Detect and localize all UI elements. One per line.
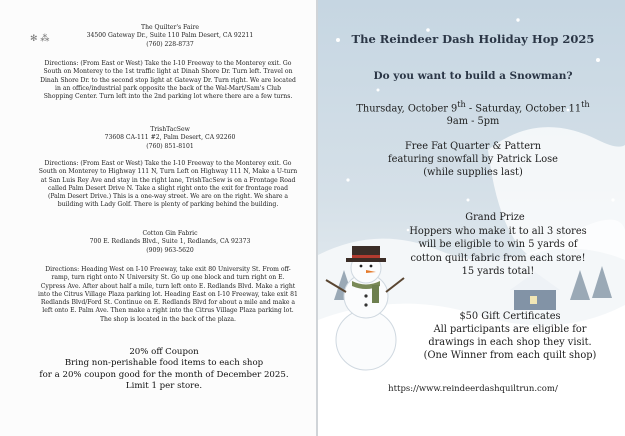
coupon-line: Limit 1 per store. xyxy=(125,380,203,391)
date-range xyxy=(328,98,618,115)
coupon-line: Bring non-perishable food items to each shop xyxy=(64,358,264,369)
shop1-directions-line: in an office/industrial park opposite the back of the Wal-Mart/Sam's Club xyxy=(55,84,281,92)
shop3-info xyxy=(60,230,280,255)
shop2-phone: (760) 851-8101 xyxy=(146,142,194,150)
date-end-suffix: th xyxy=(581,99,590,109)
free-offer-line: Free Fat Quarter & Pattern xyxy=(404,141,542,152)
shop1-directions-line: Directions: (From East or West) Take the I-10 Freeway to the Monterey exit. Go xyxy=(44,60,292,67)
grand-prize-heading: Grand Prize xyxy=(465,212,525,223)
snowflake-doodle-icon: ✻ ⁂ xyxy=(30,34,50,44)
shop3-directions-line: into the Citrus Village Plaza parking lot. Heading East on I-10 Freeway, take exit 81 xyxy=(38,290,298,298)
free-offer xyxy=(328,140,618,179)
event-question: Do you want to build a Snowman? xyxy=(373,70,573,82)
shop3-phone: (909) 963-5620 xyxy=(146,246,194,254)
shop3-directions-line: ramp, turn right onto N University St. Go up one block and turn right on E. xyxy=(51,274,285,282)
grand-prize-line: 15 yards total! xyxy=(461,265,535,277)
shop2-directions-line: called Palm Desert Drive N. Take a slight right onto the exit for frontage road xyxy=(47,184,289,192)
shop3-directions-line: Cypress Ave. After about half a mile, turn left onto E. Redlands Blvd. Make a right xyxy=(40,282,296,290)
gift-line: drawings in each shop they visit. xyxy=(428,337,592,348)
shop3-directions-line: The shop is located in the back of the plaza. xyxy=(99,315,236,323)
shop3-directions xyxy=(22,266,314,324)
shop1-directions-line: Shopping Center. Turn left into the 2nd parking lot where there are a few turns. xyxy=(43,93,293,101)
coupon-block xyxy=(14,347,314,392)
shop3-directions-line: left onto E. Palm Ave. Then make a right into the Citrus Village Plaza parking lot. xyxy=(42,307,294,315)
free-offer-line: featuring snowfall by Patrick Lose xyxy=(388,154,558,165)
gift-heading: $50 Gift Certificates xyxy=(459,311,561,322)
grand-prize-details xyxy=(380,225,616,278)
free-offer-line: (while supplies last) xyxy=(423,167,523,178)
shop2-directions-line: South on Monterey to Highway 111 N, Turn Left on Highway 111 N, Make a U-turn xyxy=(38,168,298,176)
shop3-directions-line: Directions: Heading West on I-10 Freeway, take exit 80 University St. From off- xyxy=(45,266,291,273)
shop2-name: TrishTacSew xyxy=(150,126,190,133)
shop2-directions-line: at San Luis Rey Ave and stay in the right lane, TrishTacSew is on a Frontage Road xyxy=(40,176,296,184)
date-end: - Saturday, October 11 xyxy=(465,103,582,115)
shop2-address: 73608 CA-111 #2, Palm Desert, CA 92260 xyxy=(104,134,236,142)
shop1-phone: (760) 228-8737 xyxy=(146,40,194,48)
date-start: Thursday, October 9 xyxy=(356,103,458,115)
grand-prize-line: cotton quilt fabric from each store! xyxy=(410,252,586,264)
event-title: The Reindeer Dash Holiday Hop 2025 xyxy=(351,32,595,46)
gift-line: All participants are eligible for xyxy=(433,324,587,335)
grand-prize-line: Hoppers who make it to all 3 stores xyxy=(409,226,587,237)
shop2-directions xyxy=(22,160,314,210)
shop1-name: The Quilter's Faire xyxy=(141,24,199,31)
shop1-address: 34500 Gateway Dr., Suite 110 Palm Desert, CA 92211 xyxy=(86,32,254,40)
shop3-address: 700 E. Redlands Blvd., Suite 1, Redlands, CA 92373 xyxy=(89,238,251,246)
shop3-name: Cotton Gin Fabric xyxy=(142,230,198,237)
coupon-title: 20% off Coupon xyxy=(129,347,199,357)
shop1-directions-line: Dinah Shore Dr. to the second stop light at Gateway Dr. Turn right. We are located xyxy=(40,76,296,84)
gift-certificates xyxy=(400,310,620,362)
event-hours: 9am - 5pm xyxy=(446,116,500,128)
shop1-directions-line: South on Monterey to the 1st traffic light at Dinah Shore Dr. Turn left. Travel on xyxy=(43,68,293,76)
coupon-line: for a 20% coupon good for the month of December 2025. xyxy=(39,369,289,380)
grand-prize-line: will be eligible to win 5 yards of xyxy=(418,239,578,251)
shop2-directions-line: building with Lady Golf. There is plenty of parking behind the building. xyxy=(57,201,279,209)
shop1-directions xyxy=(22,60,314,101)
website-link[interactable]: https://www.reindeerdashquiltrun.com/ xyxy=(388,384,558,394)
shop2-directions-line: (Palm Desert Drive.) This is a one-way street. We are on the right. We share a xyxy=(47,193,289,201)
shop1-info xyxy=(60,24,280,49)
gift-line: (One Winner from each quilt shop) xyxy=(423,350,597,361)
event-dates xyxy=(328,98,618,128)
shop2-directions-line: Directions: (From East or West) Take the I-10 Freeway to the Monterey exit. Go xyxy=(44,160,292,167)
shop2-info xyxy=(60,126,280,151)
date-start-suffix: th xyxy=(457,99,466,109)
shop3-directions-line: Redlands Blvd/Ford St. Continue on E. Redlands Blvd for about a mile and make a xyxy=(40,299,296,307)
